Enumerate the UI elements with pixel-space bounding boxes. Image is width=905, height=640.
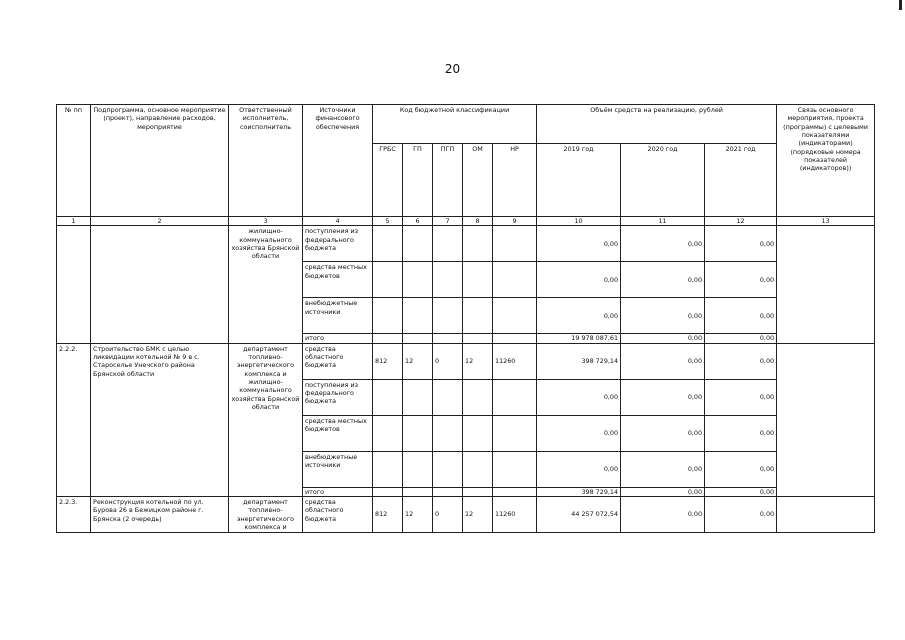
col-number: 11	[621, 217, 705, 226]
cell-2020: 0,00	[621, 379, 705, 415]
budget-table	[56, 104, 875, 533]
cell-2019: 0,00	[537, 262, 621, 298]
cell-source: средства областного бюджета	[303, 343, 373, 379]
cell-grbs: 812	[373, 343, 403, 379]
cell-executor: жилищно-коммунального хозяйства Брянской области	[229, 226, 303, 343]
header-om: ОМ	[463, 144, 493, 217]
cell-source: поступления из федерального бюджета	[303, 379, 373, 415]
header-2021: 2021 год	[705, 144, 777, 217]
col-number: 6	[403, 217, 433, 226]
cell-gp: 12	[403, 496, 433, 532]
table-header-row	[57, 105, 875, 144]
cell-2019: 0,00	[537, 451, 621, 487]
cell-2021: 0,00	[705, 451, 777, 487]
cell-2020: 0,00	[621, 496, 705, 532]
cell-2019: 398 729,14	[537, 487, 621, 496]
cell-2019: 0,00	[537, 226, 621, 262]
cell-2021: 0,00	[705, 343, 777, 379]
cell-2021: 0,00	[705, 487, 777, 496]
cell-2021: 0,00	[705, 334, 777, 343]
header-nr: НР	[493, 144, 537, 217]
col-number: 10	[537, 217, 621, 226]
cell-executor: департамент топливно-энергетического комплекса и жилищно-коммунального хозяйства Брянской области	[229, 343, 303, 496]
cell-pgp: 0	[433, 496, 463, 532]
header-source: Источники финансового обеспечения	[303, 105, 373, 217]
cell-source: внебюджетные источники	[303, 298, 373, 334]
cell-2021: 0,00	[705, 496, 777, 532]
header-gp: ГП	[403, 144, 433, 217]
cell-total-label: итого	[303, 334, 373, 343]
cell-2019: 19 978 087,61	[537, 334, 621, 343]
cell-program: Строительство БМК с целью ликвидации котельной № 9 в с. Староселье Унечского района Брянской области	[91, 343, 229, 496]
header-pgp: ПГП	[433, 144, 463, 217]
cell-om: 12	[463, 343, 493, 379]
page-edge-mark	[899, 0, 902, 10]
column-number-row	[57, 217, 875, 226]
header-grbs: ГРБС	[373, 144, 403, 217]
header-volume: Объём средств на реализацию, рублей	[537, 105, 777, 144]
col-number: 1	[57, 217, 91, 226]
cell-2021: 0,00	[705, 298, 777, 334]
col-number: 4	[303, 217, 373, 226]
header-2019: 2019 год	[537, 144, 621, 217]
header-executor: Ответственный исполнитель, соисполнитель	[229, 105, 303, 217]
cell-2020: 0,00	[621, 298, 705, 334]
col-number: 12	[705, 217, 777, 226]
col-number: 9	[493, 217, 537, 226]
table-row	[57, 226, 875, 262]
col-number: 2	[91, 217, 229, 226]
cell-2020: 0,00	[621, 415, 705, 451]
header-program: Подпрограмма, основное мероприятие (проект), направление расходов, мероприятие	[91, 105, 229, 217]
cell-num: 2.2.2.	[57, 343, 91, 496]
cell-program: Реконструкция котельной по ул. Бурова 26 в Бежицком районе г. Брянска (2 очередь)	[91, 496, 229, 532]
col-number: 3	[229, 217, 303, 226]
cell-2021: 0,00	[705, 379, 777, 415]
cell-executor: департамент топливно-энергетического комплекса и	[229, 496, 303, 532]
table-row	[57, 496, 875, 532]
header-budget-code: Код бюджетной классификации	[373, 105, 537, 144]
cell-total-label: итого	[303, 487, 373, 496]
cell-2020: 0,00	[621, 487, 705, 496]
cell-source: средства местных бюджетов	[303, 262, 373, 298]
cell-num	[57, 226, 91, 343]
cell-2020: 0,00	[621, 262, 705, 298]
cell-gp: 12	[403, 343, 433, 379]
cell-2019: 398 729,14	[537, 343, 621, 379]
cell-source: внебюджетные источники	[303, 451, 373, 487]
table-row	[57, 343, 875, 379]
cell-2020: 0,00	[621, 334, 705, 343]
cell-nr: 11260	[493, 343, 537, 379]
col-number: 13	[777, 217, 875, 226]
col-number: 7	[433, 217, 463, 226]
cell-2019: 44 257 072,54	[537, 496, 621, 532]
cell-link	[777, 343, 875, 496]
cell-2021: 0,00	[705, 262, 777, 298]
header-2020: 2020 год	[621, 144, 705, 217]
header-link: Связь основного мероприятия, проекта (программы) с целевыми показателями (индикаторами) (порядковые номера показателей (индикаторов))	[777, 105, 875, 217]
cell-source: средства областного бюджета	[303, 496, 373, 532]
cell-pgp: 0	[433, 343, 463, 379]
cell-num: 2.2.3.	[57, 496, 91, 532]
cell-2019: 0,00	[537, 415, 621, 451]
cell-nr: 11260	[493, 496, 537, 532]
cell-om: 12	[463, 496, 493, 532]
cell-source: средства местных бюджетов	[303, 415, 373, 451]
page-number: 20	[444, 62, 461, 76]
cell-2020: 0,00	[621, 343, 705, 379]
header-num: № пп	[57, 105, 91, 217]
cell-2019: 0,00	[537, 379, 621, 415]
cell-link	[777, 496, 875, 532]
cell-link	[777, 226, 875, 343]
cell-2020: 0,00	[621, 226, 705, 262]
cell-2021: 0,00	[705, 226, 777, 262]
col-number: 8	[463, 217, 493, 226]
cell-2019: 0,00	[537, 298, 621, 334]
col-number: 5	[373, 217, 403, 226]
cell-2020: 0,00	[621, 451, 705, 487]
cell-grbs: 812	[373, 496, 403, 532]
cell-source: поступления из федерального бюджета	[303, 226, 373, 262]
cell-2021: 0,00	[705, 415, 777, 451]
cell-program	[91, 226, 229, 343]
